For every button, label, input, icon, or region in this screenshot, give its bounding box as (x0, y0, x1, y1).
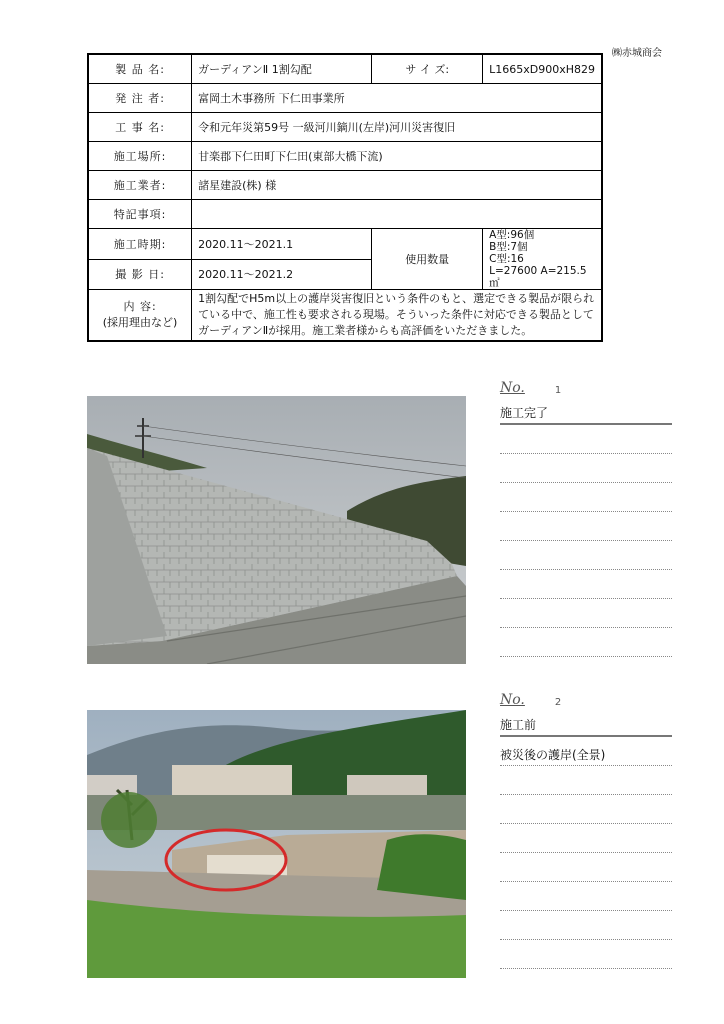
remarks-label: 特記事項: (88, 200, 192, 229)
photo-completed (87, 396, 466, 664)
content-sublabel: (採用理由など) (102, 316, 178, 329)
photo-number: 2 (554, 697, 562, 708)
subcaption: 被災後の護岸(全景) (500, 737, 672, 766)
project-value: 令和元年災第59号 一級河川鏑川(左岸)河川災害復旧 (192, 113, 602, 142)
note-line (500, 454, 672, 483)
photo-date-value: 2020.11〜2021.2 (192, 259, 372, 290)
product-label: 製 品 名: (88, 54, 192, 84)
contractor-label: 施工業者: (88, 171, 192, 200)
note-line (500, 425, 672, 454)
period-value: 2020.11〜2021.1 (192, 229, 372, 260)
note-line (500, 911, 672, 940)
company-name: ㈱赤城商会 (612, 48, 662, 59)
note-line (500, 628, 672, 657)
note-line (500, 483, 672, 512)
notes-photo-2 (500, 690, 672, 969)
photo-before (87, 710, 466, 978)
note-line (500, 940, 672, 969)
notes-photo-1 (500, 378, 672, 657)
no-label: No. (500, 692, 525, 708)
quantity-b: B型:7個 (489, 241, 528, 253)
content-label: 内 容: (123, 300, 157, 313)
remarks-value (192, 200, 602, 229)
client-value: 富岡土木事務所 下仁田事業所 (192, 84, 602, 113)
product-value: ガーディアンⅡ 1割勾配 (192, 54, 372, 84)
note-line (500, 766, 672, 795)
period-label: 施工時期: (88, 229, 192, 260)
note-line (500, 795, 672, 824)
photo-number: 1 (554, 385, 562, 396)
content-value: 1割勾配でH5m以上の護岸災害復旧という条件のもと、選定できる製品が限られている中で、施工性も要求される現場。そういった条件に対応できる製品としてガーディアンⅡが採用。施工業者様からも高評価をいただきました。 (192, 290, 602, 342)
quantity-label: 使用数量 (372, 229, 483, 290)
content-label-cell (88, 290, 192, 342)
info-table (87, 53, 603, 342)
note-line (500, 541, 672, 570)
photo-date-label: 撮 影 日: (88, 259, 192, 290)
note-line (500, 599, 672, 628)
caption: 施工完了 (500, 396, 672, 425)
quantity-a: A型:96個 (489, 229, 535, 241)
note-line (500, 512, 672, 541)
quantity-total: L=27600 A=215.5㎡ (489, 265, 587, 289)
caption: 施工前 (500, 708, 672, 737)
quantity-value (483, 229, 602, 290)
no-label: No. (500, 380, 525, 396)
quantity-c: C型:16 (489, 253, 524, 265)
note-line (500, 853, 672, 882)
project-label: 工 事 名: (88, 113, 192, 142)
size-value: L1665xD900xH829 (483, 54, 602, 84)
site-label: 施工場所: (88, 142, 192, 171)
note-line (500, 882, 672, 911)
note-line (500, 570, 672, 599)
contractor-value: 諸星建設(株) 様 (192, 171, 602, 200)
site-value: 甘楽郡下仁田町下仁田(東部大橋下流) (192, 142, 602, 171)
size-label: サ イ ズ: (372, 54, 483, 84)
note-line (500, 824, 672, 853)
client-label: 発 注 者: (88, 84, 192, 113)
